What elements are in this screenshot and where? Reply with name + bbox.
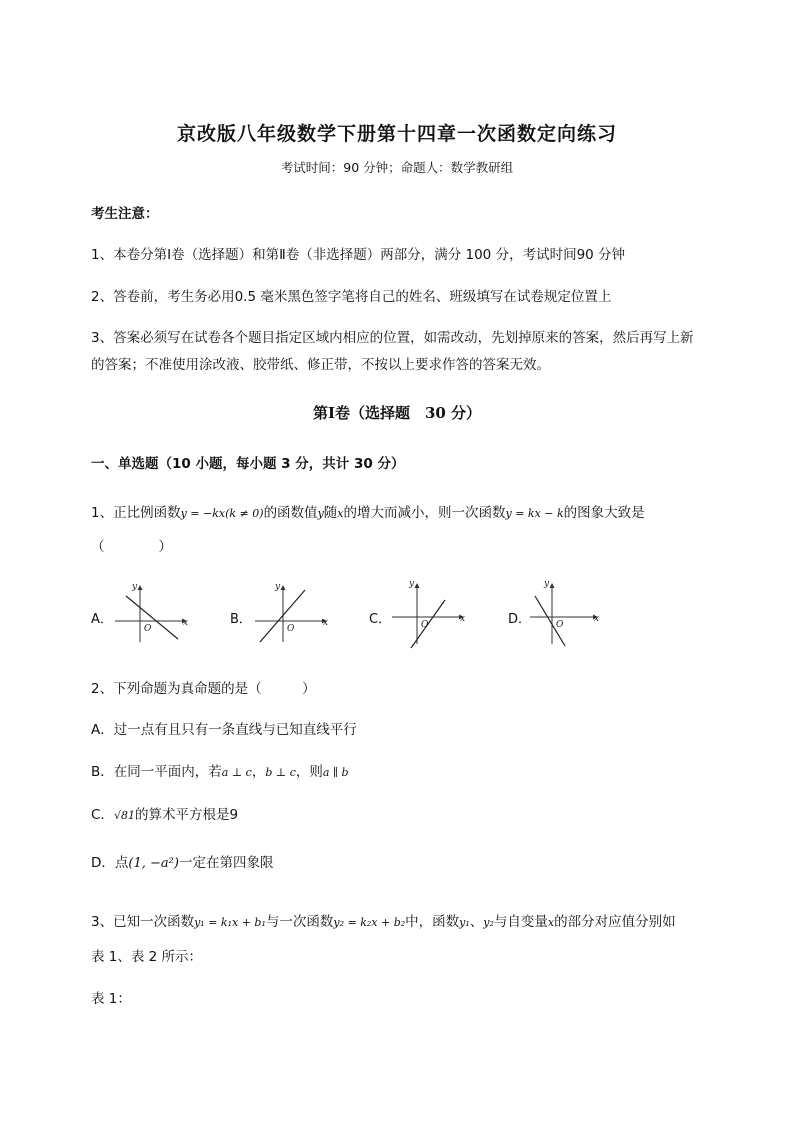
y-axis-arrow <box>281 585 286 590</box>
x-axis-label: x <box>460 614 466 624</box>
q1-option-c-graph <box>389 574 474 652</box>
question-3-stem <box>91 910 676 930</box>
section-title: 第Ⅰ卷（选择题 30 分） <box>312 404 482 422</box>
q2-option-d-prefix: D．点 <box>91 855 129 871</box>
q1-mid-1: 的函数值 <box>263 505 318 521</box>
q1-math-y: y <box>317 507 324 520</box>
q2-option-b-math-3: a ∥ b <box>322 766 349 779</box>
q1-mid-2: 随 <box>323 505 338 521</box>
x-axis-label: x <box>183 618 189 628</box>
q2-option-b-then: ，则 <box>295 764 323 780</box>
table-1-label: 表 1： <box>91 991 131 1007</box>
function-line <box>126 596 178 639</box>
origin-label: O <box>556 620 564 630</box>
q2-option-b <box>91 760 349 780</box>
q1-option-a-graph <box>110 578 195 648</box>
q1-option-a-label: A． <box>91 612 113 627</box>
y-axis-label: y <box>544 579 550 589</box>
q3-mid-2: 中，函数 <box>405 914 460 930</box>
q2-option-c-math: √81 <box>113 809 135 822</box>
q3-line-2: 表 1、表 2 所示： <box>91 949 203 965</box>
origin-label: O <box>144 624 152 634</box>
q1-math-x: x <box>337 507 344 520</box>
q1-math-1: y = −kx(k ≠ 0) <box>180 507 264 520</box>
q2-option-b-separator: ， <box>251 764 266 780</box>
notice-item-1: 1、本卷分第Ⅰ卷（选择题）和第Ⅱ卷（非选择题）两部分，满分 100 分，考试时间90 分钟 <box>91 247 626 263</box>
q1-option-c-label: C． <box>369 612 392 627</box>
q2-option-a: A．过一点有且只有一条直线与已知直线平行 <box>91 722 357 738</box>
q3-mid-4: 与自变量 <box>493 914 548 930</box>
q2-option-b-prefix: B．在同一平面内，若 <box>91 764 222 780</box>
y-axis-label: y <box>409 579 415 589</box>
y-axis-label: y <box>132 582 138 592</box>
notice-item-3-line-2: 的答案；不准使用涂改液、胶带纸、修正带，不按以上要求作答的答案无效。 <box>91 357 550 373</box>
exam-info: 考试时间：90 分钟；命题人：数学教研组 <box>280 160 514 175</box>
q1-suffix: 的图象大致是 <box>563 505 645 521</box>
q3-math-3: y₁ <box>459 916 470 929</box>
q2-option-c-prefix: C． <box>91 807 114 823</box>
y-axis-arrow <box>138 585 143 590</box>
q2-option-d-math: (1, −a²) <box>128 856 179 871</box>
q1-math-2: y = kx − k <box>505 507 564 520</box>
q3-suffix: 的部分对应值分别如 <box>554 914 676 930</box>
q2-option-b-math-2: b ⊥ c <box>265 766 296 779</box>
part-heading: 一、单选题（10 小题，每小题 3 分，共计 30 分） <box>91 456 405 472</box>
origin-label: O <box>421 620 429 630</box>
notice-item-2: 2、答卷前，考生务必用0.5 毫米黑色签字笔将自己的姓名、班级填写在试卷规定位置上 <box>91 289 612 305</box>
q2-option-d-text: 一定在第四象限 <box>178 855 274 871</box>
question-2-stem: 2、下列命题为真命题的是（ ） <box>91 681 316 697</box>
q2-option-c <box>91 803 238 823</box>
q3-mid-3: 、 <box>469 914 484 930</box>
q3-math-4: y₂ <box>483 916 494 929</box>
q3-math-1: y₁ = k₁x + b₁ <box>194 916 266 929</box>
q1-option-b-label: B． <box>230 612 252 627</box>
notice-item-3-line-1: 3、答案必须写在试卷各个题目指定区域内相应的位置，如需改动，先划掉原来的答案，然后再写上新 <box>91 330 694 346</box>
q1-option-d-label: D． <box>508 612 532 627</box>
x-axis-label: x <box>594 614 600 624</box>
origin-label: O <box>287 624 295 634</box>
page-title: 京改版八年级数学下册第十四章一次函数定向练习 <box>176 123 617 145</box>
q3-mid-1: 与一次函数 <box>265 914 334 930</box>
q1-answer-blank: （ ） <box>91 539 172 555</box>
q2-option-d <box>91 851 273 871</box>
y-axis-arrow <box>550 583 555 588</box>
notice-heading: 考生注意： <box>91 206 159 222</box>
q1-prefix: 1、正比例函数 <box>91 505 181 521</box>
q3-prefix: 3、已知一次函数 <box>91 914 195 930</box>
y-axis-label: y <box>275 582 281 592</box>
question-1-stem <box>91 501 645 521</box>
q3-math-2: y₂ = k₂x + b₂ <box>333 916 406 929</box>
q1-option-b-graph <box>250 578 335 648</box>
q1-mid-3: 的增大而减小，则一次函数 <box>343 505 506 521</box>
y-axis-arrow <box>415 583 420 588</box>
x-axis-label: x <box>323 618 329 628</box>
q2-option-b-math-1: a ⊥ c <box>221 766 252 779</box>
q2-option-c-text: 的算术平方根是9 <box>134 807 239 823</box>
q3-math-5: x <box>547 916 555 929</box>
q1-option-d-graph <box>525 574 610 652</box>
